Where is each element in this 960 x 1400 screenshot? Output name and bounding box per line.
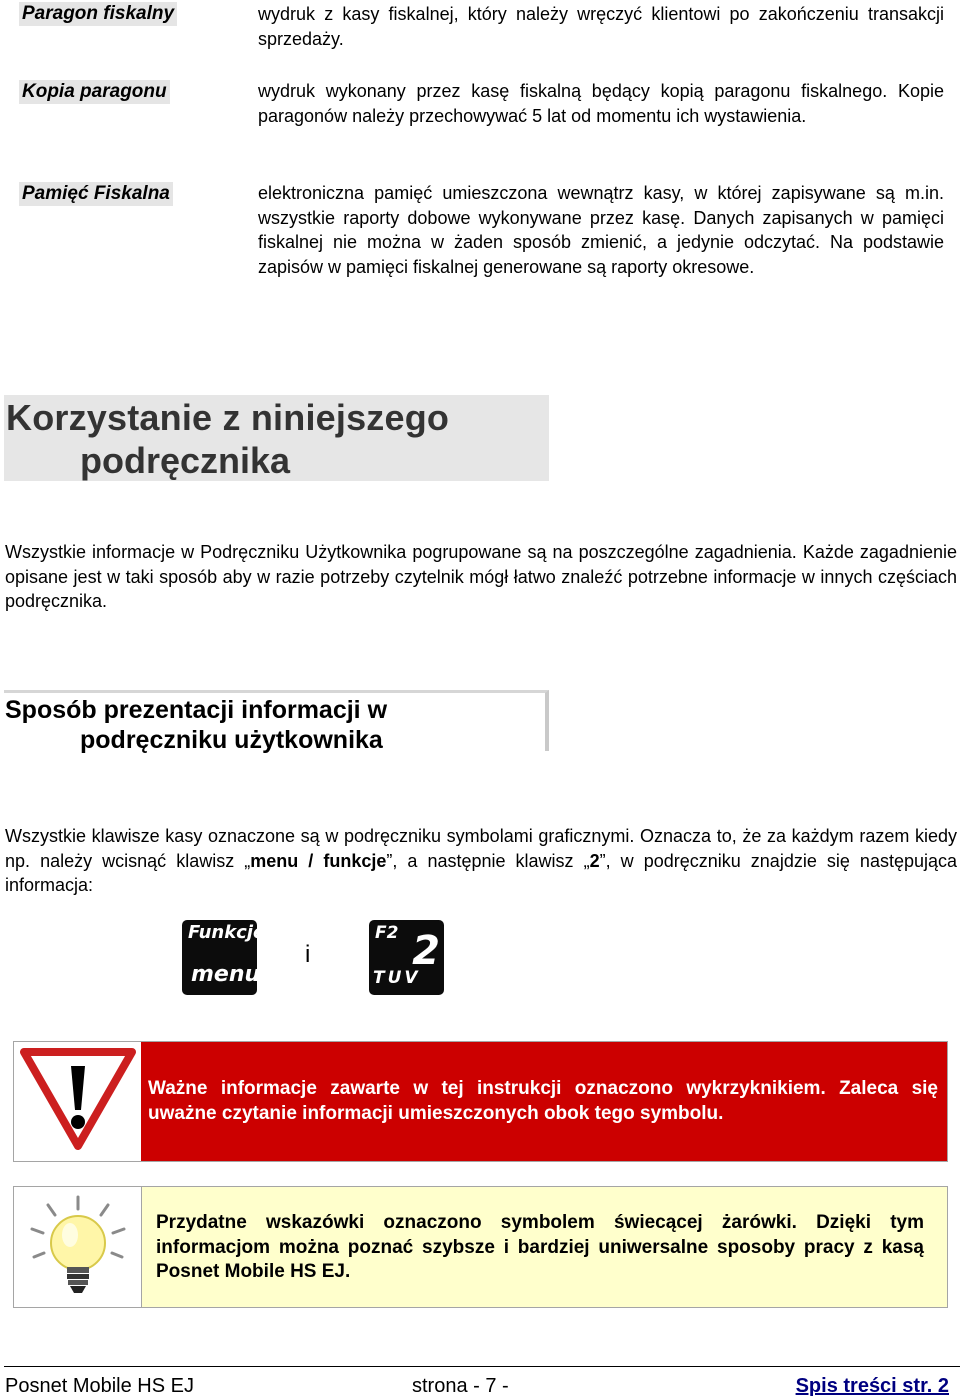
section-paragraph: Wszystkie informacje w Podręczniku Użytkownika pogrupowane są na poszczególne zagadnienia. Każde zagadnienie opisane jest w taki sposób aby w razie potrzeby czytelnik mógł łatwo znaleźć potrzebne informacje w innych częściach podręcznika. [5, 542, 957, 611]
key-top-label: F2 [375, 923, 399, 943]
subsection-heading-line2: podręczniku użytkownika [80, 726, 383, 754]
paragraph-bold-key-digit: 2 [589, 850, 600, 871]
key-bottom-label: menu [191, 962, 261, 987]
menu-funkcje-key-icon [182, 920, 266, 995]
section-heading-line2: podręcznika [80, 440, 291, 481]
paragraph-bold-key-name: menu / funkcje [250, 850, 387, 871]
section-heading-line1: Korzystanie z niniejszego [6, 397, 450, 438]
light-bulb-icon [28, 1195, 128, 1301]
subsection-heading-line1: Sposób prezentacji informacji w [5, 696, 388, 724]
glossary-term-kopia: Kopia paragonu [19, 80, 170, 104]
warning-callout-text: Ważne informacje zawarte w tej instrukcji oznaczono wykrzyknikiem. Zaleca się uważne czytanie informacji umieszczonych obok tego symbolu. [148, 1078, 938, 1124]
subsection-paragraph [5, 824, 957, 898]
key-digit: 2 [412, 928, 440, 974]
paragraph-text: Wszystkie klawisze kasy oznaczone są w podręczniku symbolami graficznymi. Oznacza to, że za każdym razem kiedy np. należy wcisnąć klawisz „ [5, 826, 957, 871]
glossary-definition-paragon: wydruk z kasy fiskalnej, który należy wręczyć klientowi po zakończeniu transakcji sprzedaży. [258, 4, 944, 49]
glossary-definition-kopia: wydruk wykonany przez kasę fiskalną będący kopią paragonu fiskalnego. Kopie paragonów należy przechowywać 5 lat od momentu ich wystawienia. [258, 81, 944, 126]
glossary-term-paragon: Paragon fiskalny [19, 2, 177, 26]
glossary-definition-pamiec: elektroniczna pamięć umieszczona wewnątrz kasy, w której zapisywane są m.in. wszystkie raporty dobowe wykonywane przez kasę. Danych zapisanych w pamięci fiskalnej nie można w żaden sposób zmienić, a jedynie odczytać. Na podstawie zapisów w pamięci fiskalnej generowane są raporty okresowe. [258, 183, 944, 277]
key-2-icon [369, 920, 444, 995]
paragraph-text: ”, w podręczniku znajdzie się następująca informacja: [5, 850, 958, 895]
footer-page-number: strona - 7 - [412, 1375, 509, 1397]
glossary-term-pamiec: Pamięć Fiskalna [19, 182, 173, 206]
key-connector: i [305, 941, 311, 968]
footer-product-name: Posnet Mobile HS EJ [5, 1375, 194, 1397]
tip-callout-text: Przydatne wskazówki oznaczono symbolem świecącej żarówki. Dzięki tym informacjom można poznać szybsze i bardziej uniwersalne sposoby pracy z kasą Posnet Mobile HS EJ. [156, 1212, 924, 1282]
key-bottom-label: TUV [373, 968, 421, 988]
footer-toc-link[interactable]: Spis treści str. 2 [795, 1375, 949, 1397]
paragraph-text: ”, a następnie klawisz „ [386, 850, 590, 871]
exclamation-triangle-icon [20, 1048, 136, 1152]
key-top-label: Funkcje [188, 922, 266, 943]
footer-divider [4, 1366, 960, 1367]
